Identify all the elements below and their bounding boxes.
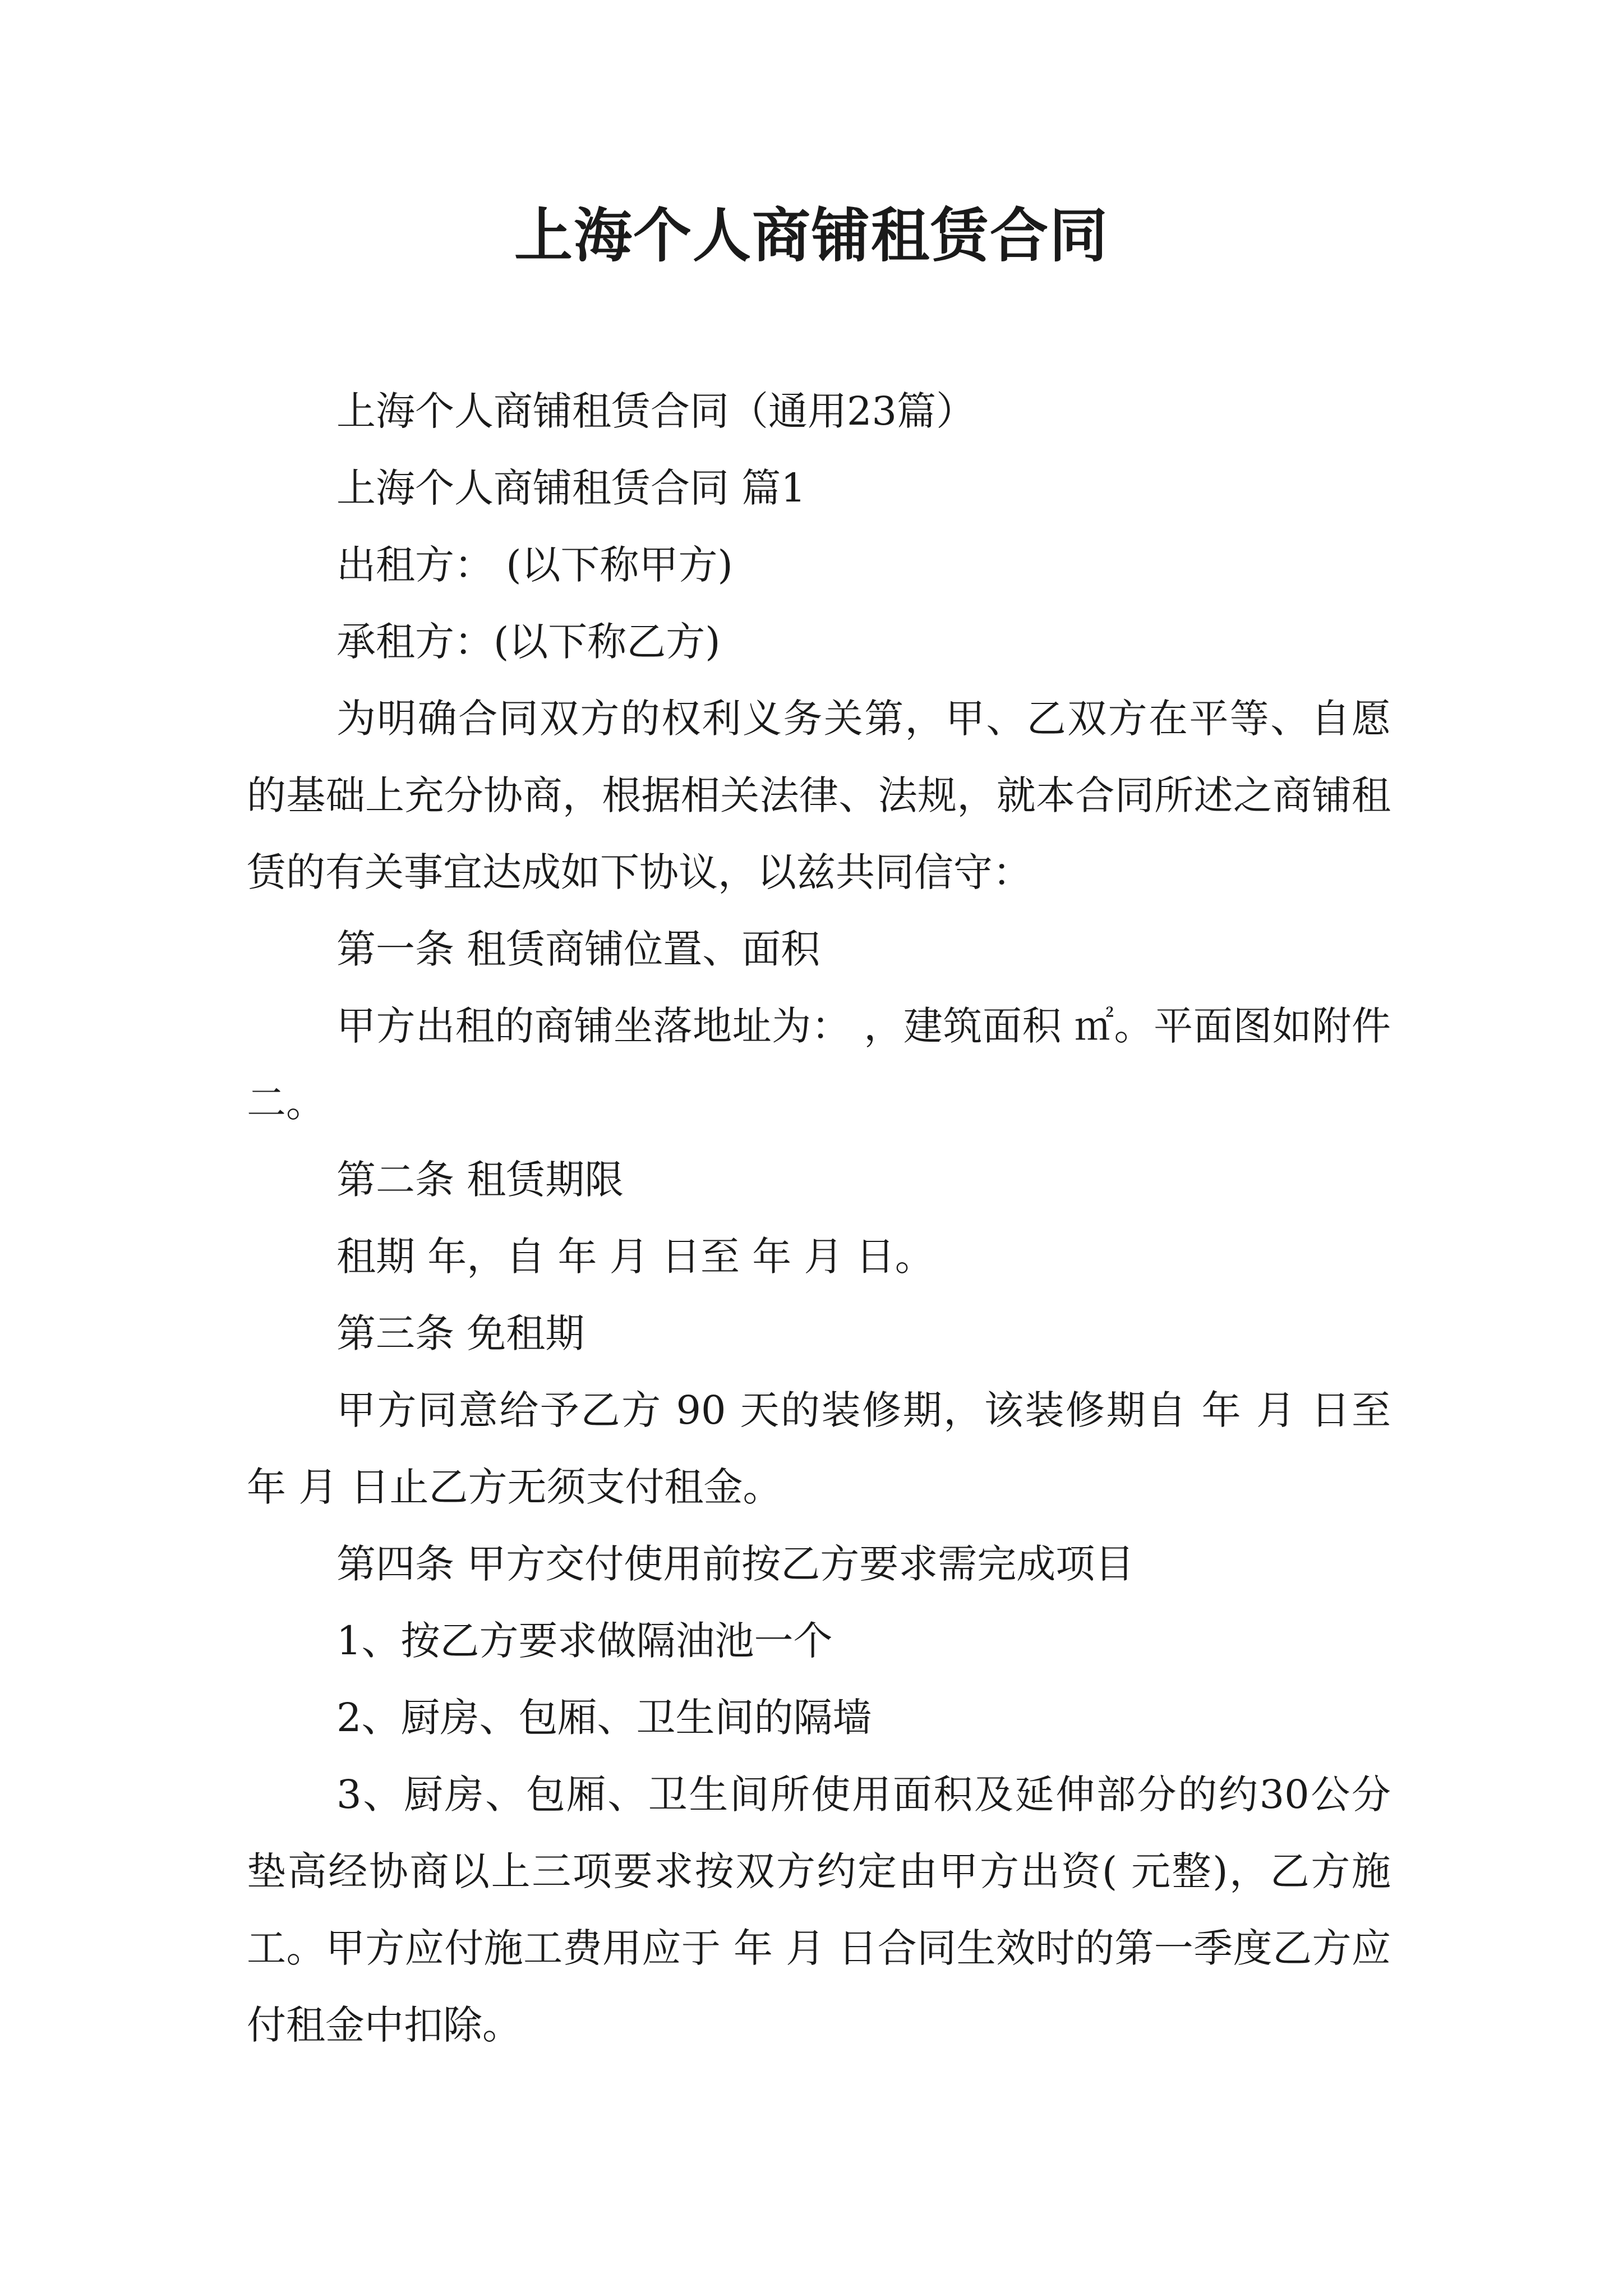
article-2-title: 第二条 租赁期限 (336, 1157, 624, 1203)
article-1-title: 第一条 租赁商铺位置、面积 (336, 926, 820, 972)
paragraph-lessee: 承租方：(以下称乙方) (336, 619, 721, 665)
article-2-body: 租期 年，自 年 月 日至 年 月 日。 (336, 1234, 934, 1280)
paragraph-heading: 上海个人商铺租赁合同（通用23篇） (336, 388, 976, 434)
article-4-title: 第四条 甲方交付使用前按乙方要求需完成项目 (336, 1541, 1135, 1587)
paragraph-lessor: 出租方： (以下称甲方) (336, 542, 733, 588)
article-1-body: 甲方出租的商铺坐落地址为： ，建筑面积 ㎡。平面图如附件二。 (247, 1003, 1391, 1126)
article-3-title: 第三条 免租期 (336, 1310, 585, 1356)
article-4-item-3: 3、厨房、包厢、卫生间所使用面积及延伸部分的约30公分垫高经协商以上三项要求按双方约定由甲方出资( 元整)，乙方施工。甲方应付施工费用应于 年 月 日合同生效时的第一季度乙方应付租金中扣除。 (247, 1772, 1391, 2048)
document-title: 上海个人商铺租赁合同 (514, 201, 1109, 270)
article-4-item-2: 2、厨房、包厢、卫生间的隔墙 (336, 1695, 872, 1741)
paragraph-section-title: 上海个人商铺租赁合同 篇1 (336, 465, 806, 511)
paragraph-preamble: 为明确合同双方的权利义务关第，甲、乙双方在平等、自愿的基础上充分协商，根据相关法律、法规，就本合同所述之商铺租赁的有关事宜达成如下协议，以兹共同信守： (247, 696, 1391, 895)
article-4-item-1: 1、按乙方要求做隔油池一个 (336, 1618, 833, 1664)
document-body (247, 373, 1391, 2064)
article-3-body: 甲方同意给予乙方 90 天的装修期，该装修期自 年 月 日至 年 月 日止乙方无须支付租金。 (247, 1387, 1391, 1510)
